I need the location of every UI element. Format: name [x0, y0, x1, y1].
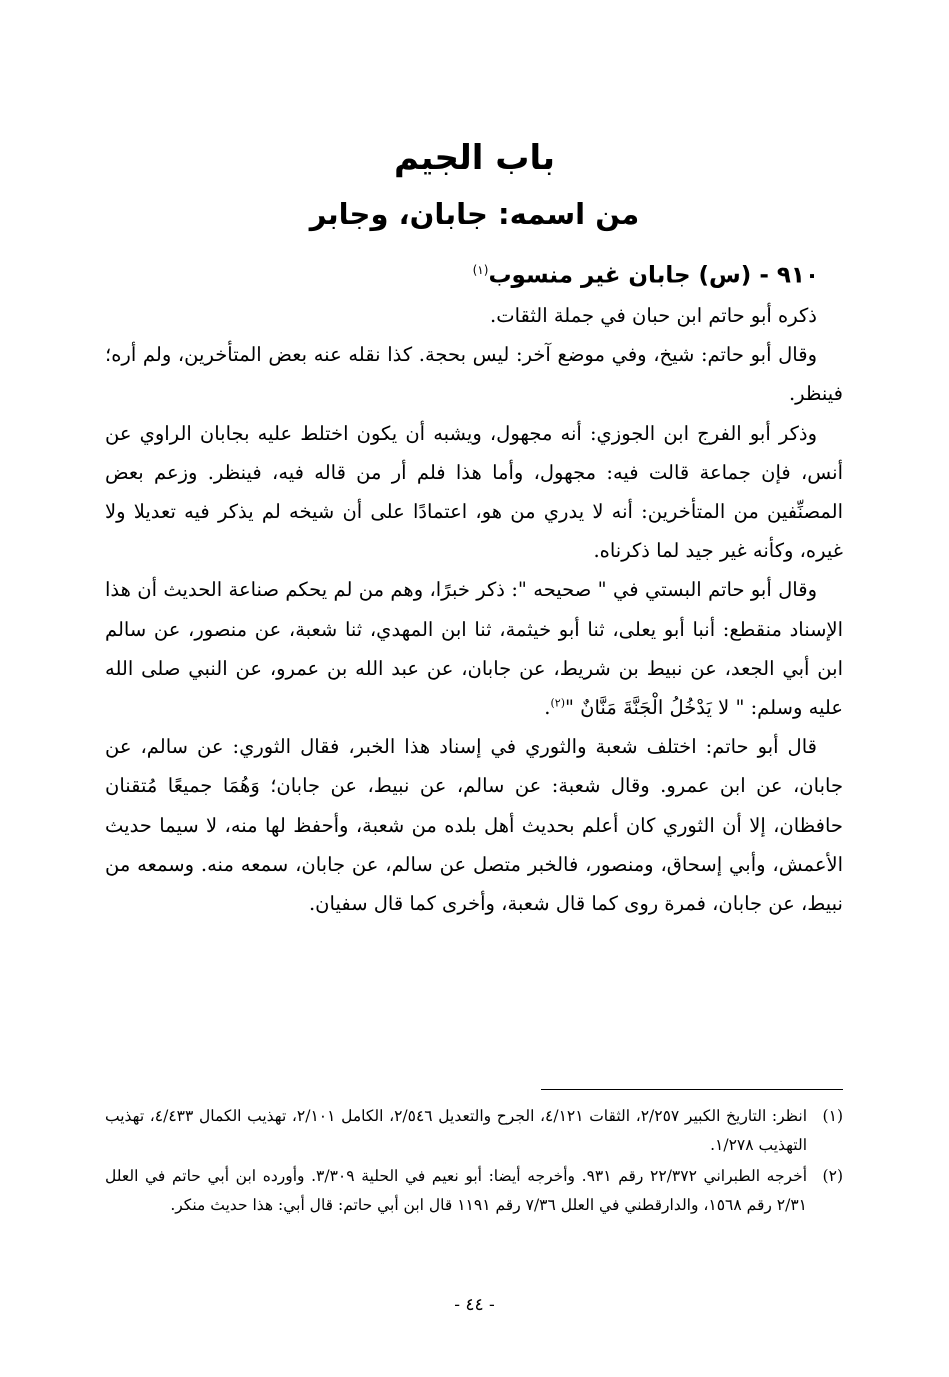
footnote-2-text: أخرجه الطبراني ٢٢/٣٧٢ رقم ٩٣١. وأخرجه أيضا: أبو نعيم في الحلية ٣/٣٠٩. وأورده ابن أبي حاتم في العلل ٢/٣١ رقم ١٥٦٨، والدارقطني في العلل ٧/٣٦ رقم ١١٩١ قال ابن أبي حاتم: قال أبي: هذا حديث منكر.: [105, 1167, 807, 1214]
footnote-divider: [541, 1089, 843, 1090]
paragraph-4: [105, 570, 843, 727]
footnotes: [105, 1102, 843, 1222]
page-number: - ٤٤ -: [454, 1295, 495, 1315]
paragraph-1: ذكره أبو حاتم ابن حبان في جملة الثقات.: [490, 304, 817, 327]
entry-heading: [473, 250, 819, 296]
footnote-2: [105, 1162, 843, 1220]
footnote-1-number: (١): [822, 1107, 843, 1125]
footnote-2-number: (٢): [822, 1167, 843, 1185]
footnote-ref-2[interactable]: (٢): [550, 696, 565, 710]
footnote-1-text: انظر: التاريخ الكبير ٢/٢٥٧، الثقات ٤/١٢١، الجرح والتعديل ٢/٥٤٦، الكامل ٢/١٠١، تهذيب الكمال ٤/٤٣٣، تهذيب التهذيب ١/٢٧٨.: [105, 1107, 808, 1154]
body-text: [105, 296, 843, 923]
paragraph-4-text: وقال أبو حاتم البستي في " صحيحه ": ذكر خبرًا، وهم من لم يحكم صناعة الحديث أن هذا الإسناد منقطع: أنبا أبو يعلى، ثنا أبو خيثمة، ثنا ابن المهدي، ثنا شعبة، عن منصور، عن سالم ابن أبي الجعد، عن نبيط بن شريط، عن جابان، عن عبد الله بن عمرو، عن النبي صلى الله عليه وسلم: " لا يَدْخُلُ الْجَنَّةَ مَنَّانٌ ": [105, 578, 843, 720]
footnote-ref-1[interactable]: (١): [472, 263, 489, 277]
chapter-title: باب الجيم: [393, 138, 555, 178]
footnote-1: [105, 1102, 843, 1160]
entry-title: ٩١٠ - (س) جابان غير منسوب: [488, 262, 819, 289]
paragraph-3: وذكر أبو الفرج ابن الجوزي: أنه مجهول، ويشبه أن يكون اختلط عليه بجابان الراوي عن أنس، فإن جماعة قالت فيه: مجهول، وأما هذا فلم أر من قاله فيه، فينظر. وزعم بعض المصنِّفين من المتأخرين: أنه لا يدري من هو، اعتمادًا على أن شيخه لم يذكر فيه تعديلا ولا غيره، وكأنه غير جيد لما ذكرناه.: [105, 421, 843, 563]
paragraph-4-end: .: [544, 696, 551, 720]
paragraph-2: وقال أبو حاتم: شيخ، وفي موضع آخر: ليس بحجة. كذا نقله عنه بعض المتأخرين، ولم أره؛ فينظر.: [105, 343, 843, 406]
paragraph-5: قال أبو حاتم: اختلف شعبة والثوري في إسناد هذا الخبر، فقال الثوري: عن سالم، عن جابان، عن ابن عمرو. وقال شعبة: عن سالم، عن نبيط، عن جابان؛ وَهُمَا جميعًا مُتقنان حافظان، إلا أن الثوري كان أعلم بحديث أهل بلده من شعبة، وأحفظ لها منه، لا سيما حديث الأعمش، وأبي إسحاق، ومنصور، فالخبر متصل عن سالم، عن جابان، سمعه منه. وسمعه من نبيط، عن جابان، فمرة روى كما قال شعبة، وأخرى كما قال سفيان.: [105, 735, 843, 916]
section-title: من اسمه: جابان، وجابر: [309, 197, 640, 231]
